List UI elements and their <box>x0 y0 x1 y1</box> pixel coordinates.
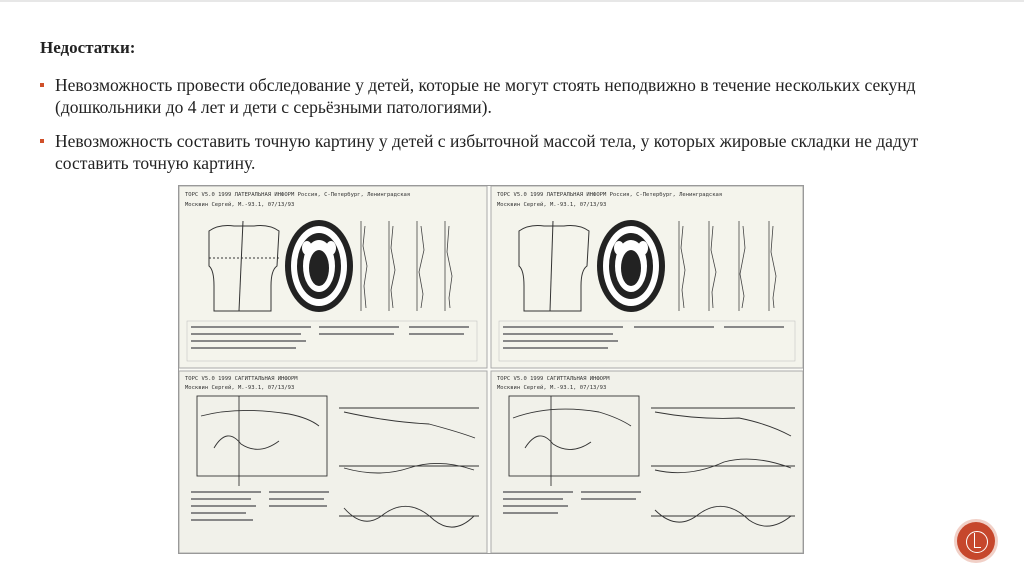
panel-subheader: Москвин Сергей, М.-93.1, 07/13/93 <box>185 202 295 208</box>
panel-header: ТОРС V5.0 1999 ЛАТЕРАЛЬНАЯ ИНФОРМ Россия, С-Петербург, Ленинградская <box>497 192 723 198</box>
panel-sagittal-2 <box>491 371 803 553</box>
panel-header: ТОРС V5.0 1999 ЛАТЕРАЛЬНАЯ ИНФОРМ Россия, С-Петербург, Ленинградская <box>185 192 411 198</box>
logo-icon <box>957 522 995 560</box>
panel-header: ТОРС V5.0 1999 САГИТТАЛЬНАЯ ИНФОРМ <box>497 376 610 382</box>
bullet-marker <box>40 83 44 87</box>
panel-sagittal-1 <box>179 371 487 553</box>
bullet-item <box>40 74 985 118</box>
bullet-marker <box>40 139 44 143</box>
panel-subheader: Москвин Сергей, М.-93.1, 07/13/93 <box>497 202 607 208</box>
bullet-item <box>40 130 985 174</box>
scan-figure-graphic <box>179 186 803 553</box>
top-rule <box>0 0 1024 2</box>
panel-header: ТОРС V5.0 1999 САГИТТАЛЬНАЯ ИНФОРМ <box>185 376 298 382</box>
bullet-text: Невозможность составить точную картину у детей с избыточной массой тела, у которых жировые складки не дадут составить точную картину. <box>55 131 919 173</box>
panel-subheader: Москвин Сергей, М.-93.1, 07/13/93 <box>497 385 607 391</box>
bullet-text: Невозможность провести обследование у детей, которые не могут стоять неподвижно в течение нескольких секунд (дошкольники до 4 лет и дети с серьёзными патологиями). <box>55 75 916 117</box>
moire-pattern <box>597 220 665 312</box>
moire-pattern <box>285 220 353 312</box>
panel-subheader: Москвин Сергей, М.-93.1, 07/13/93 <box>185 385 295 391</box>
slide-heading: Недостатки: <box>40 38 136 57</box>
scan-figure <box>178 185 804 554</box>
